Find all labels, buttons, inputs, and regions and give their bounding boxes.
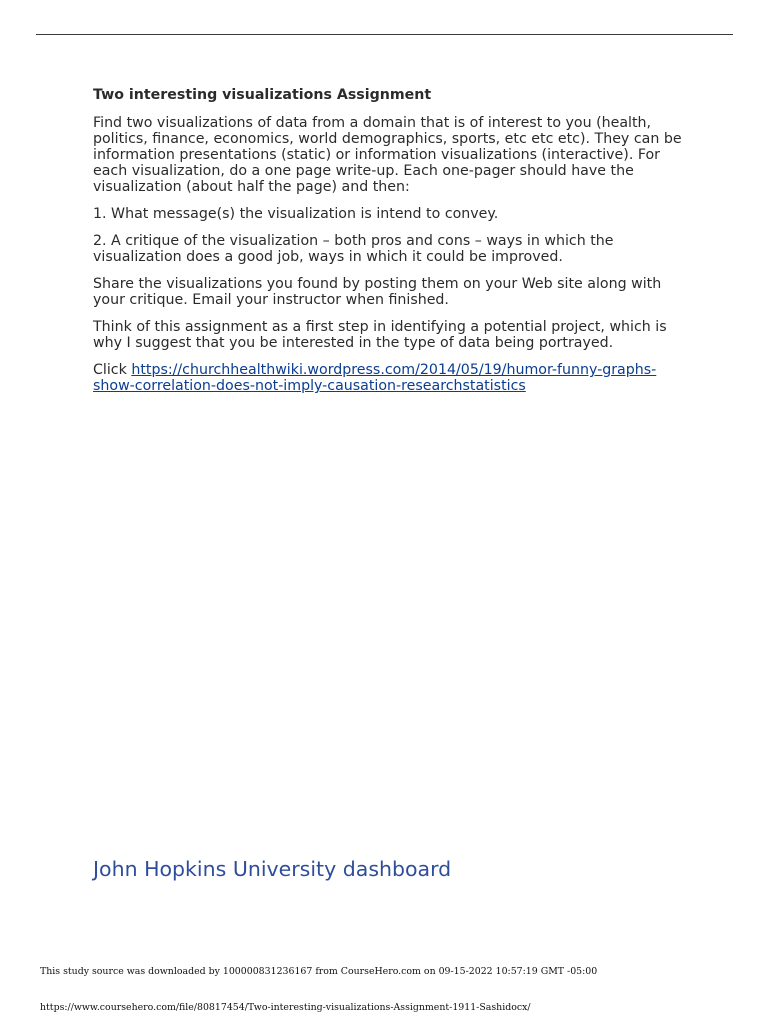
- paragraph-project: Think of this assignment as a first step in identifying a potential project, which is why I suggest that you be interested in the type of data being portrayed.: [93, 319, 667, 351]
- footer-source-text: This study source was downloaded by 100000831236167 from CourseHero.com on 09-15-2022 10:57:19 GMT -05:00: [40, 966, 598, 977]
- header-rule: [36, 34, 733, 35]
- assignment-title: Two interesting visualizations Assignment: [93, 87, 432, 103]
- assignment-body: [93, 86, 693, 405]
- paragraph-item-1: 1. What message(s) the visualization is intend to convey.: [93, 206, 499, 222]
- dashboard-heading: John Hopkins University dashboard: [93, 857, 452, 881]
- paragraph-intro: Find two visualizations of data from a domain that is of interest to you (health, politics, finance, economics, world demographics, sports, etc etc etc). They can be information presentations (static) or information visualizations (interactive). For each visualization, do a one page write-up. Each one-pager should have the visualization (about half the page) and then:: [93, 115, 682, 195]
- paragraph-share: Share the visualizations you found by posting them on your Web site along with your critique. Email your instructor when finished.: [93, 276, 662, 308]
- footer-url-text: https://www.coursehero.com/file/80817454/Two-interesting-visualizations-Assignment-1911-Sashidocx/: [40, 1002, 531, 1013]
- click-prefix: Click: [93, 362, 132, 378]
- reference-link[interactable]: https://churchhealthwiki.wordpress.com/2014/05/19/humor-funny-graphs-show-correlation-does-not-imply-causation-researchstatistics: [93, 362, 657, 394]
- paragraph-click: [93, 362, 693, 394]
- paragraph-item-2: 2. A critique of the visualization – both pros and cons – ways in which the visualization does a good job, ways in which it could be improved.: [93, 233, 614, 265]
